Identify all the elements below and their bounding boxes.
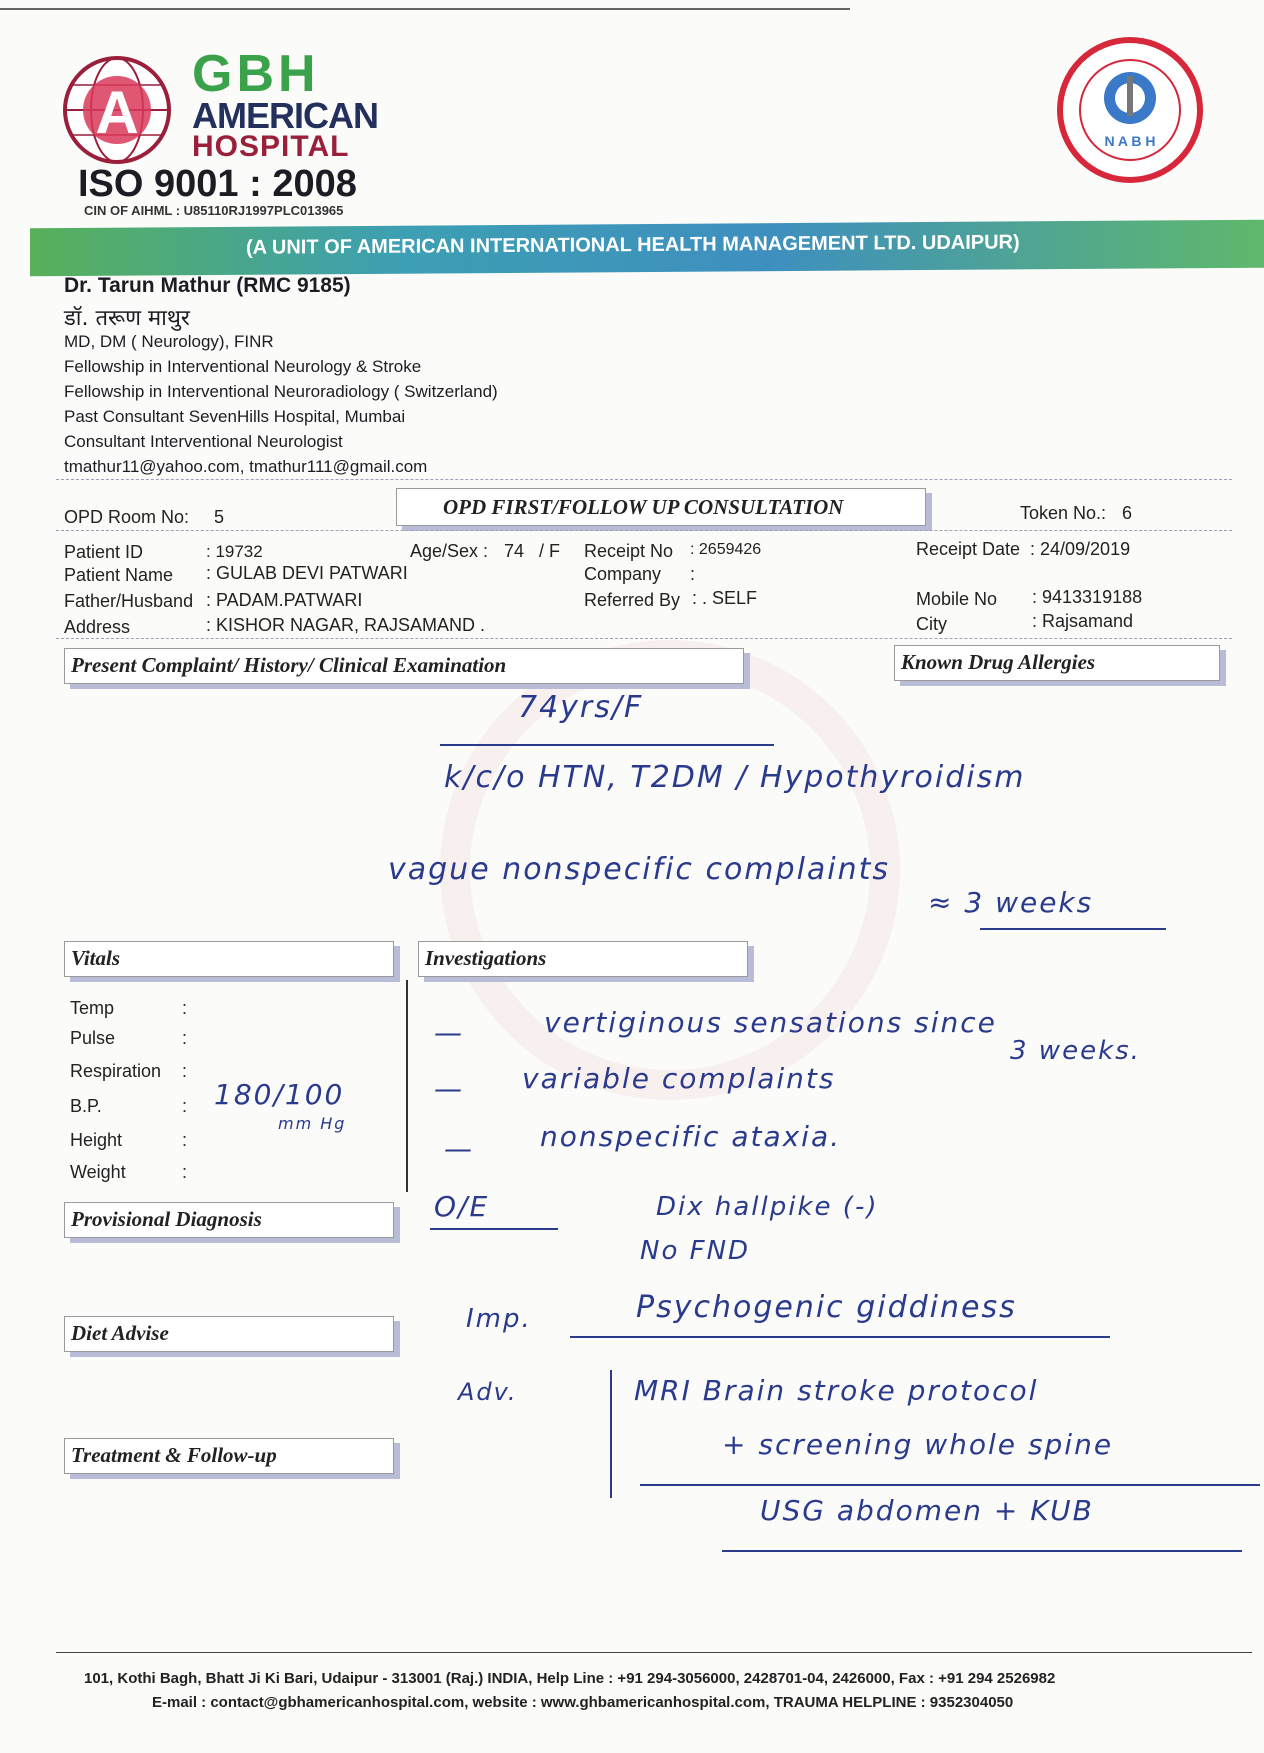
age-sex-label: Age/Sex :: [410, 541, 489, 561]
doctor-name-hindi: डॉ. तरूण माथुर: [64, 306, 190, 331]
oe-underline: [430, 1228, 558, 1230]
note-duration: ≈ 3 weeks: [928, 886, 1094, 919]
vital-bp-value: 180/100: [214, 1078, 345, 1111]
footer-divider: [56, 1652, 1252, 1653]
vital-temp-label: Temp: [70, 998, 115, 1018]
vital-colon: :: [182, 1130, 188, 1150]
oe-label: O/E: [434, 1190, 490, 1223]
section-present-complaint: Present Complaint/ History/ Clinical Examination: [64, 648, 744, 684]
doctor-name: Dr. Tarun Mathur (RMC 9185): [64, 274, 351, 297]
globe-logo-icon: [62, 55, 172, 165]
referred-by-value: : . SELF: [692, 588, 758, 608]
company-label: Company: [584, 564, 662, 584]
note-underline: [440, 744, 774, 746]
note-complaint: vague nonspecific complaints: [388, 852, 891, 887]
divider: [56, 530, 1232, 531]
patient-id-value: : 19732: [206, 542, 263, 561]
receipt-no-value: : 2659426: [690, 541, 762, 558]
inv-note-3: nonspecific ataxia.: [540, 1120, 842, 1153]
city-label: City: [916, 614, 947, 634]
nabh-logo: [1056, 36, 1204, 184]
inv-dash-1: —: [434, 1016, 464, 1049]
inv-note-1: vertiginous sensations since: [544, 1006, 997, 1039]
receipt-no-label: Receipt No: [584, 541, 674, 561]
vital-pulse-label: Pulse: [70, 1028, 116, 1048]
vital-colon: :: [182, 1061, 188, 1081]
father-husband-label: Father/Husband: [64, 591, 194, 611]
city-value: : Rajsamand: [1032, 611, 1134, 631]
vital-bp: [70, 1096, 200, 1117]
token-label: Token No.:: [1020, 503, 1107, 523]
patient-id-label: Patient ID: [64, 542, 144, 562]
section-diet-advise: Diet Advise: [64, 1316, 394, 1352]
patient-name-label: Patient Name: [64, 565, 174, 585]
oe-note-1: Dix hallpike (-): [656, 1192, 879, 1222]
vital-colon: :: [182, 1096, 188, 1116]
impression-note: Psychogenic giddiness: [636, 1290, 1017, 1325]
section-known-drug-allergies: Known Drug Allergies: [894, 645, 1220, 681]
divider: [56, 638, 1232, 639]
doctor-past-consultant: Past Consultant SevenHills Hospital, Mumbai: [64, 407, 406, 426]
inv-dash-2: —: [434, 1072, 464, 1105]
advice-note-3: USG abdomen + KUB: [760, 1494, 1094, 1527]
vital-colon: :: [182, 1162, 188, 1182]
hospital-name-american: AMERICAN: [192, 95, 378, 136]
doctor-email: tmathur11@yahoo.com, tmathur111@gmail.com: [64, 457, 428, 476]
token-value: 6: [1122, 503, 1133, 523]
advice-label: Adv.: [458, 1378, 518, 1406]
advice-note-1: MRI Brain stroke protocol: [634, 1374, 1039, 1407]
receipt-date-value: : 24/09/2019: [1030, 539, 1131, 559]
divider: [56, 479, 1232, 480]
iso-certification: ISO 9001 : 2008: [78, 163, 357, 205]
opd-room-label: OPD Room No:: [64, 507, 190, 527]
advice-note-2: + screening whole spine: [722, 1428, 1114, 1461]
father-husband-value: : PADAM.PATWARI: [206, 590, 363, 610]
vital-pulse: [70, 1028, 200, 1049]
oe-note-2: No FND: [640, 1236, 751, 1266]
vital-colon: :: [182, 1028, 188, 1048]
patient-name-value: : GULAB DEVI PATWARI: [206, 563, 408, 583]
svg-text:A: A: [95, 79, 139, 146]
advice-bracket: [610, 1370, 626, 1498]
vital-colon: :: [182, 998, 188, 1018]
vital-height: [70, 1130, 200, 1151]
footer-contact: E-mail : contact@gbhamericanhospital.com, website : www.ghbamericanhospital.com, TRAUMA HELPLINE : 9352304050: [152, 1694, 1014, 1711]
vitals-divider: [406, 980, 408, 1192]
hospital-name-gbh: GBH: [192, 45, 320, 103]
address-label: Address: [64, 617, 131, 637]
nabh-label: N A B H: [1104, 133, 1156, 149]
mobile-value: : 9413319188: [1032, 587, 1143, 607]
section-treatment-follow-up: Treatment & Follow-up: [64, 1438, 394, 1474]
vital-height-label: Height: [70, 1130, 123, 1150]
note-history: k/c/o HTN, T2DM / Hypothyroidism: [444, 760, 1026, 795]
inv-note-1b: 3 weeks.: [1010, 1036, 1141, 1066]
advice-underline-1: [640, 1484, 1260, 1486]
vital-weight-label: Weight: [70, 1162, 126, 1182]
consultation-title-text: OPD FIRST/FOLLOW UP CONSULTATION: [443, 495, 844, 519]
impression-label: Imp.: [466, 1304, 532, 1334]
impression-underline: [570, 1336, 1110, 1338]
doctor-designation: Consultant Interventional Neurologist: [64, 432, 343, 451]
note-duration-underline: [980, 928, 1166, 930]
doctor-fellowship-1: Fellowship in Interventional Neurology & Stroke: [64, 357, 422, 376]
referred-by-label: Referred By: [584, 590, 681, 610]
cin-number: CIN OF AIHML : U85110RJ1997PLC013965: [84, 203, 344, 218]
address-value: : KISHOR NAGAR, RAJSAMAND .: [206, 615, 486, 635]
vital-respiration-label: Respiration: [70, 1061, 162, 1081]
inv-note-2: variable complaints: [522, 1062, 836, 1095]
advice-underline-2: [722, 1550, 1242, 1552]
doctor-fellowship-2: Fellowship in Interventional Neuroradiology ( Switzerland): [64, 382, 498, 401]
age-sex-value: 74 / F: [504, 541, 561, 561]
hospital-name-hospital: HOSPITAL: [192, 130, 350, 163]
consultation-title: [396, 488, 926, 526]
inv-dash-3: —: [444, 1132, 474, 1165]
unit-banner: [30, 220, 1264, 277]
vital-weight: [70, 1162, 200, 1183]
company-value: :: [690, 564, 696, 584]
opd-room-value: 5: [214, 507, 225, 527]
mobile-label: Mobile No: [916, 589, 998, 609]
note-age-sex: 74yrs/F: [518, 690, 644, 725]
receipt-date-label: Receipt Date: [916, 539, 1021, 559]
vital-respiration: [70, 1061, 200, 1082]
nabh-seal-icon: [1056, 36, 1204, 184]
vital-bp-label: B.P.: [70, 1096, 102, 1116]
hospital-logo: [62, 55, 172, 165]
top-border: [0, 8, 850, 10]
section-investigations: Investigations: [418, 941, 748, 977]
doctor-qualification: MD, DM ( Neurology), FINR: [64, 332, 274, 351]
vital-bp-unit: mm Hg: [278, 1114, 347, 1133]
footer-address: 101, Kothi Bagh, Bhatt Ji Ki Bari, Udaipur - 313001 (Raj.) INDIA, Help Line : +91 294-3056000, 2428701-04, 2426000, Fax : +91 294 2526982: [84, 1670, 1056, 1687]
vital-temp: [70, 998, 200, 1019]
unit-banner-text: (A UNIT OF AMERICAN INTERNATIONAL HEALTH MANAGEMENT LTD. UDAIPUR): [246, 231, 1020, 259]
section-vitals: Vitals: [64, 941, 394, 977]
section-provisional-diagnosis: Provisional Diagnosis: [64, 1202, 394, 1238]
